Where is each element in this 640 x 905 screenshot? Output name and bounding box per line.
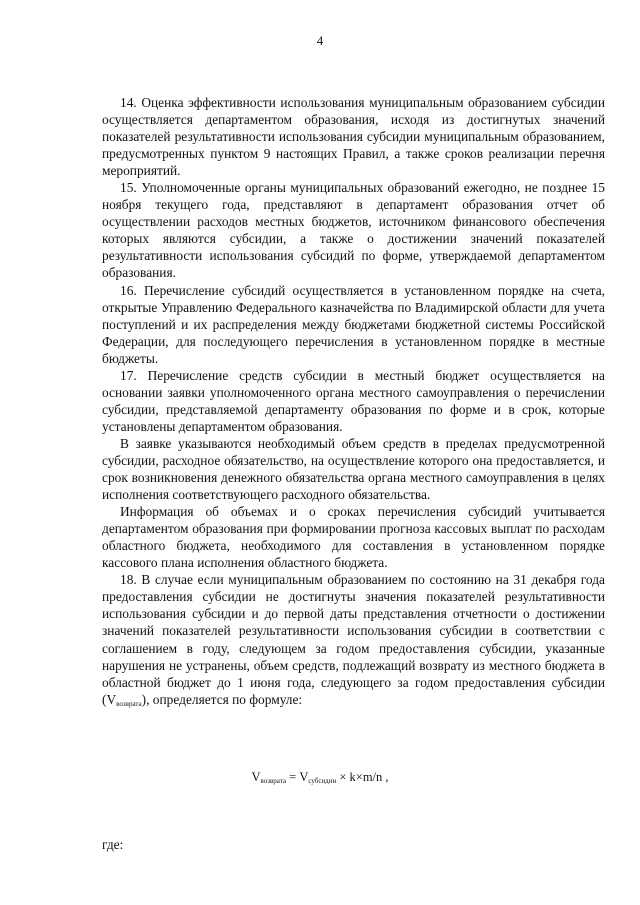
page-number: 4 (316, 33, 324, 48)
paragraph-18-tail: ), определяется по формуле: (141, 691, 303, 707)
v-return-subscript: возврата (116, 699, 142, 708)
paragraph-14: 14. Оценка эффективности использования муниципальным образованием субсидии осуществляется департаментом образования, исходя из достигнутых значений показателей результативности использования субсидии муниципальным образованием, предусмотренных пунктом 9 настоящих Правил, а также сроков реализации перечня мероприятий. (102, 95, 605, 179)
paragraph-15: 15. Уполномоченные органы муниципальных образований ежегодно, не позднее 15 ноября текущего года, представляют в департамент образования отчет об осуществлении расходов местных бюджетов, источником финансового обеспечения которых являются субсидии, а также о достижении значений показателей результативности использования субсидий по форме, утверждаемой департаментом образования. (102, 180, 605, 281)
paragraph-payment-forecast: Информация об объемах и о сроках перечисления субсидий учитывается департаментом образования при формировании прогноза кассовых выплат по расходам областного бюджета, необходимого для составления в установленном порядке кассового плана исполнения областного бюджета. (102, 504, 605, 571)
formula-lhs-subscript: возврата (260, 777, 286, 785)
v-return-symbol: V (106, 691, 117, 707)
paragraph-application-content: В заявке указываются необходимый объем средств в пределах предусмотренной субсидии, расходное обязательство, на осуществление которого она предоставляется, и срок возникновения денежного обязательства органа местного самоуправления в целях исполнения соответствующего расходного обязательства. (102, 435, 605, 503)
paragraph-18-text: 18. В случае если муниципальным образованием по состоянию на 31 декабря года предоставления субсидии не достигнуты значения показателей результативности использования субсидии и до первой даты представления отчетности о достижении значений показателей результативности использования субсидии в соответствии с соглашением в году, следующем за годом предоставления субсидии, указанные нарушения не устранены, объем средств, подлежащий возврату из местного бюджета в областной бюджет до 1 июня года, следующего за годом предоставления субсидии ( (102, 572, 605, 707)
paragraph-16: 16. Перечисление субсидий осуществляется в установленном порядке на счета, открытые Управлению Федерального казначейства по Владимирской области для учета поступлений и их распределения между бюджетами бюджетной системы Российской Федерации, для последующего перечисления в установленном порядке в местные бюджеты. (102, 282, 605, 366)
return-formula (0, 770, 640, 785)
formula-equals: = (286, 770, 300, 784)
formula-lhs: V (251, 770, 261, 784)
formula-rhs: V (299, 770, 309, 784)
paragraph-17: 17. Перечисление средств субсидии в местный бюджет осуществляется на основании заявки уполномоченного органа местного самоуправления о перечислении субсидии, представляемой департаменту образования по форме и в срок, которые установлены департаментом образования. (102, 367, 605, 434)
where-label: где: (102, 837, 124, 852)
formula-rest: × k×m/n , (336, 770, 389, 784)
paragraph-18 (102, 571, 605, 712)
document-body (102, 94, 605, 713)
formula-rhs-subscript: субсидии (308, 777, 337, 785)
